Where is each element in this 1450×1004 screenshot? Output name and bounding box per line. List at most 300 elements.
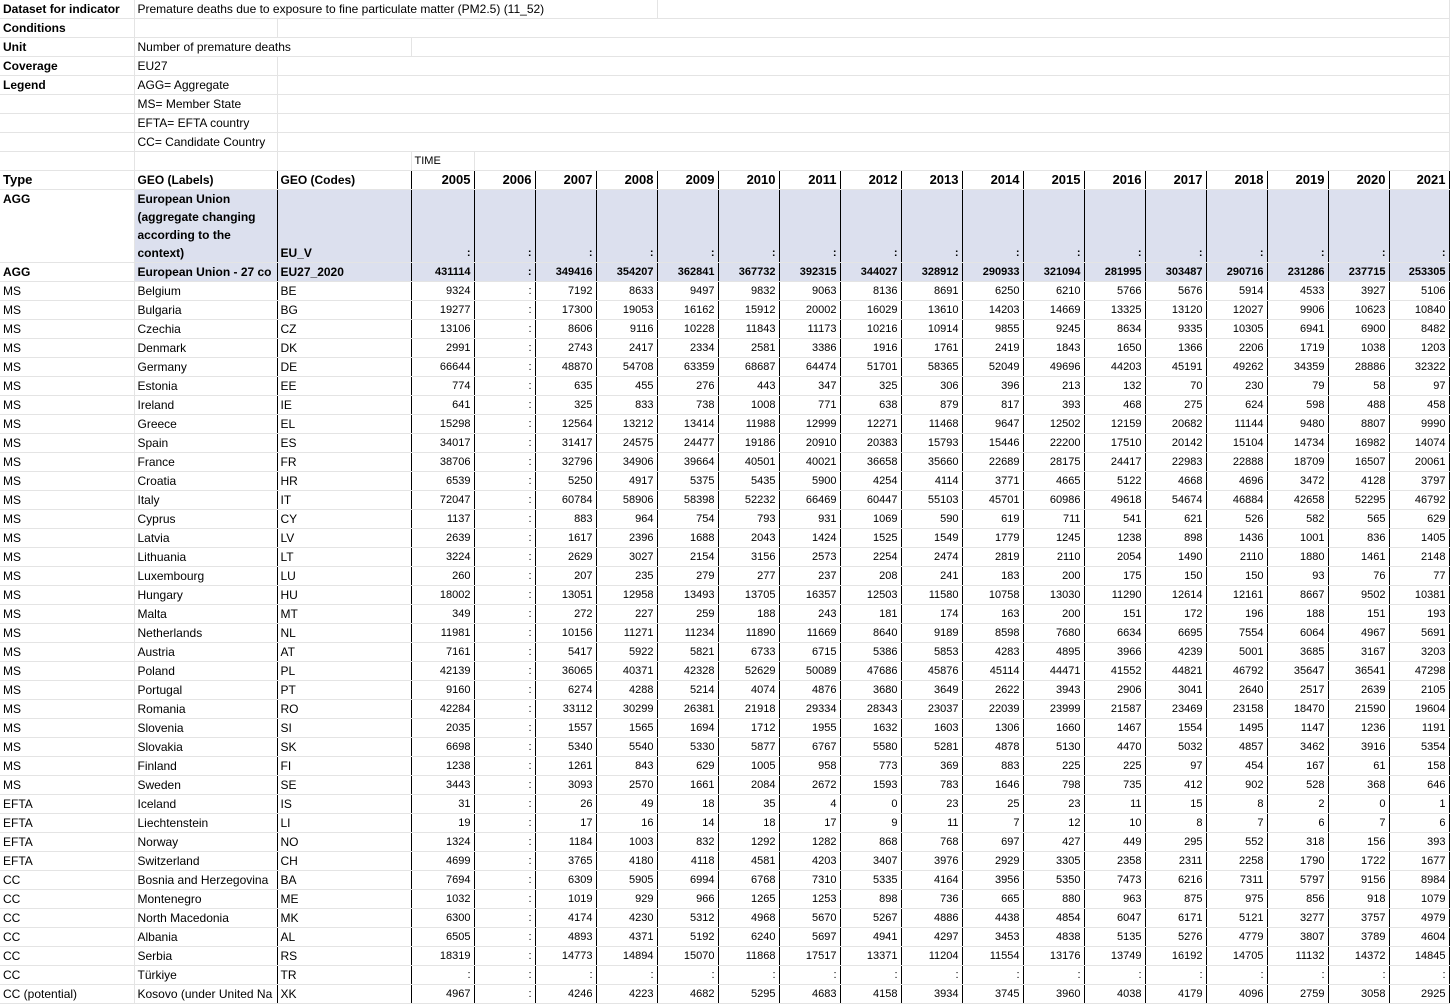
- value-cell[interactable]: 52049: [962, 358, 1023, 377]
- value-cell[interactable]: :: [474, 795, 535, 814]
- value-cell[interactable]: 10840: [1389, 301, 1449, 320]
- value-cell[interactable]: 4: [779, 795, 840, 814]
- value-cell[interactable]: 1137: [411, 510, 474, 529]
- value-cell[interactable]: 10623: [1328, 301, 1389, 320]
- value-cell[interactable]: 16982: [1328, 434, 1389, 453]
- geo-code-cell[interactable]: EE: [277, 377, 411, 396]
- geo-label-cell[interactable]: Bosnia and Herzegovina: [134, 871, 277, 890]
- value-cell[interactable]: 11204: [901, 947, 962, 966]
- value-cell[interactable]: 272: [535, 605, 596, 624]
- value-cell[interactable]: 4239: [1145, 643, 1206, 662]
- value-cell[interactable]: 6216: [1145, 871, 1206, 890]
- header-year-2008[interactable]: 2008: [596, 171, 657, 190]
- value-cell[interactable]: 711: [1023, 510, 1084, 529]
- value-cell[interactable]: 41552: [1084, 662, 1145, 681]
- value-cell[interactable]: 6047: [1084, 909, 1145, 928]
- value-cell[interactable]: 25: [962, 795, 1023, 814]
- geo-label-cell[interactable]: Latvia: [134, 529, 277, 548]
- value-cell[interactable]: 34017: [411, 434, 474, 453]
- value-cell[interactable]: 21918: [718, 700, 779, 719]
- value-cell[interactable]: 35: [718, 795, 779, 814]
- value-cell[interactable]: 2517: [1267, 681, 1328, 700]
- value-cell[interactable]: 6: [1389, 814, 1449, 833]
- value-cell[interactable]: 3685: [1267, 643, 1328, 662]
- value-cell[interactable]: :: [474, 909, 535, 928]
- geo-label-cell[interactable]: France: [134, 453, 277, 472]
- value-cell[interactable]: 49696: [1023, 358, 1084, 377]
- value-cell[interactable]: 15104: [1206, 434, 1267, 453]
- legend-item[interactable]: AGG= Aggregate: [134, 76, 277, 95]
- geo-code-cell[interactable]: LU: [277, 567, 411, 586]
- value-cell[interactable]: :: [474, 415, 535, 434]
- value-cell[interactable]: 200: [1023, 605, 1084, 624]
- value-cell[interactable]: 344027: [840, 263, 901, 282]
- geo-code-cell[interactable]: FR: [277, 453, 411, 472]
- value-cell[interactable]: 36065: [535, 662, 596, 681]
- value-cell[interactable]: 443: [718, 377, 779, 396]
- value-cell[interactable]: 260: [411, 567, 474, 586]
- value-cell[interactable]: 2929: [962, 852, 1023, 871]
- value-cell[interactable]: 11890: [718, 624, 779, 643]
- value-cell[interactable]: 8606: [535, 320, 596, 339]
- geo-label-cell[interactable]: Türkiye: [134, 966, 277, 985]
- value-cell[interactable]: 3305: [1023, 852, 1084, 871]
- value-cell[interactable]: :: [1267, 190, 1328, 263]
- value-cell[interactable]: 1069: [840, 510, 901, 529]
- header-year-2009[interactable]: 2009: [657, 171, 718, 190]
- value-cell[interactable]: 4128: [1328, 472, 1389, 491]
- value-cell[interactable]: :: [474, 928, 535, 947]
- geo-code-cell[interactable]: MT: [277, 605, 411, 624]
- geo-label-cell[interactable]: Romania: [134, 700, 277, 719]
- value-cell[interactable]: 7192: [535, 282, 596, 301]
- geo-code-cell[interactable]: EU_V: [277, 190, 411, 263]
- value-cell[interactable]: :: [596, 190, 657, 263]
- value-cell[interactable]: 3956: [962, 871, 1023, 890]
- coverage-value[interactable]: EU27: [134, 57, 277, 76]
- value-cell[interactable]: 1880: [1267, 548, 1328, 567]
- value-cell[interactable]: 275: [1145, 396, 1206, 415]
- value-cell[interactable]: 9906: [1267, 301, 1328, 320]
- value-cell[interactable]: 26381: [657, 700, 718, 719]
- value-cell[interactable]: 77: [1389, 567, 1449, 586]
- value-cell[interactable]: 6900: [1328, 320, 1389, 339]
- value-cell[interactable]: 237715: [1328, 263, 1389, 282]
- value-cell[interactable]: :: [474, 567, 535, 586]
- value-cell[interactable]: 44203: [1084, 358, 1145, 377]
- geo-label-cell[interactable]: European Union - 27 co: [134, 263, 277, 282]
- row-type[interactable]: MS: [0, 339, 134, 358]
- value-cell[interactable]: 34906: [596, 453, 657, 472]
- geo-code-cell[interactable]: MK: [277, 909, 411, 928]
- value-cell[interactable]: 4164: [901, 871, 962, 890]
- value-cell[interactable]: 10156: [535, 624, 596, 643]
- value-cell[interactable]: :: [474, 814, 535, 833]
- value-cell[interactable]: 225: [1084, 757, 1145, 776]
- value-cell[interactable]: 5417: [535, 643, 596, 662]
- row-type[interactable]: CC: [0, 871, 134, 890]
- geo-code-cell[interactable]: NL: [277, 624, 411, 643]
- value-cell[interactable]: 290933: [962, 263, 1023, 282]
- value-cell[interactable]: 23158: [1206, 700, 1267, 719]
- value-cell[interactable]: 156: [1328, 833, 1389, 852]
- value-cell[interactable]: 9160: [411, 681, 474, 700]
- row-type[interactable]: MS: [0, 776, 134, 795]
- value-cell[interactable]: 4254: [840, 472, 901, 491]
- header-year-2005[interactable]: 2005: [411, 171, 474, 190]
- value-cell[interactable]: :: [1084, 190, 1145, 263]
- row-type[interactable]: CC: [0, 947, 134, 966]
- value-cell[interactable]: 19604: [1389, 700, 1449, 719]
- value-cell[interactable]: 1593: [840, 776, 901, 795]
- value-cell[interactable]: 6250: [962, 282, 1023, 301]
- value-cell[interactable]: 325: [535, 396, 596, 415]
- value-cell[interactable]: :: [474, 700, 535, 719]
- value-cell[interactable]: :: [1206, 190, 1267, 263]
- value-cell[interactable]: 8633: [596, 282, 657, 301]
- value-cell[interactable]: :: [474, 605, 535, 624]
- value-cell[interactable]: 2254: [840, 548, 901, 567]
- value-cell[interactable]: :: [1023, 190, 1084, 263]
- value-cell[interactable]: 1019: [535, 890, 596, 909]
- value-cell[interactable]: 3407: [840, 852, 901, 871]
- value-cell[interactable]: 9855: [962, 320, 1023, 339]
- value-cell[interactable]: :: [474, 529, 535, 548]
- value-cell[interactable]: 347: [779, 377, 840, 396]
- value-cell[interactable]: :: [474, 453, 535, 472]
- value-cell[interactable]: 4838: [1023, 928, 1084, 947]
- value-cell[interactable]: :: [474, 947, 535, 966]
- value-cell[interactable]: :: [474, 966, 535, 985]
- value-cell[interactable]: 5375: [657, 472, 718, 491]
- value-cell[interactable]: 3976: [901, 852, 962, 871]
- value-cell[interactable]: 17300: [535, 301, 596, 320]
- value-cell[interactable]: 590: [901, 510, 962, 529]
- value-cell[interactable]: 4857: [1206, 738, 1267, 757]
- row-type[interactable]: MS: [0, 700, 134, 719]
- value-cell[interactable]: 207: [535, 567, 596, 586]
- value-cell[interactable]: 208: [840, 567, 901, 586]
- row-type[interactable]: CC: [0, 909, 134, 928]
- value-cell[interactable]: 6698: [411, 738, 474, 757]
- value-cell[interactable]: 79: [1267, 377, 1328, 396]
- geo-code-cell[interactable]: SI: [277, 719, 411, 738]
- value-cell[interactable]: 11988: [718, 415, 779, 434]
- value-cell[interactable]: 736: [901, 890, 962, 909]
- value-cell[interactable]: 2105: [1389, 681, 1449, 700]
- value-cell[interactable]: 3649: [901, 681, 962, 700]
- value-cell[interactable]: :: [474, 548, 535, 567]
- value-cell[interactable]: 2622: [962, 681, 1023, 700]
- value-cell[interactable]: :: [474, 320, 535, 339]
- value-cell[interactable]: 1694: [657, 719, 718, 738]
- value-cell[interactable]: :: [474, 339, 535, 358]
- value-cell[interactable]: 8136: [840, 282, 901, 301]
- value-cell[interactable]: 4854: [1023, 909, 1084, 928]
- value-cell[interactable]: 879: [901, 396, 962, 415]
- value-cell[interactable]: 3462: [1267, 738, 1328, 757]
- value-cell[interactable]: 3960: [1023, 985, 1084, 1004]
- value-cell[interactable]: 1282: [779, 833, 840, 852]
- value-cell[interactable]: :: [474, 871, 535, 890]
- value-cell[interactable]: 40501: [718, 453, 779, 472]
- value-cell[interactable]: 16507: [1328, 453, 1389, 472]
- value-cell[interactable]: :: [1328, 190, 1389, 263]
- value-cell[interactable]: 28886: [1328, 358, 1389, 377]
- value-cell[interactable]: 163: [962, 605, 1023, 624]
- value-cell[interactable]: 1790: [1267, 852, 1328, 871]
- value-cell[interactable]: 5312: [657, 909, 718, 928]
- value-cell[interactable]: 11468: [901, 415, 962, 434]
- value-cell[interactable]: 10228: [657, 320, 718, 339]
- value-cell[interactable]: 18709: [1267, 453, 1328, 472]
- value-cell[interactable]: 1184: [535, 833, 596, 852]
- value-cell[interactable]: 11: [1084, 795, 1145, 814]
- value-cell[interactable]: 12502: [1023, 415, 1084, 434]
- value-cell[interactable]: 1032: [411, 890, 474, 909]
- value-cell[interactable]: 3058: [1328, 985, 1389, 1004]
- value-cell[interactable]: 1490: [1145, 548, 1206, 567]
- value-cell[interactable]: 18: [657, 795, 718, 814]
- value-cell[interactable]: 697: [962, 833, 1023, 852]
- value-cell[interactable]: 1292: [718, 833, 779, 852]
- value-cell[interactable]: 19186: [718, 434, 779, 453]
- geo-code-cell[interactable]: FI: [277, 757, 411, 776]
- value-cell[interactable]: 60986: [1023, 491, 1084, 510]
- value-cell[interactable]: :: [474, 643, 535, 662]
- value-cell[interactable]: 468: [1084, 396, 1145, 415]
- value-cell[interactable]: 393: [1023, 396, 1084, 415]
- value-cell[interactable]: 1005: [718, 757, 779, 776]
- value-cell[interactable]: 38706: [411, 453, 474, 472]
- value-cell[interactable]: 150: [1145, 567, 1206, 586]
- value-cell[interactable]: 20002: [779, 301, 840, 320]
- value-cell[interactable]: 21587: [1084, 700, 1145, 719]
- value-cell[interactable]: 2743: [535, 339, 596, 358]
- value-cell[interactable]: 368: [1328, 776, 1389, 795]
- value-cell[interactable]: 3916: [1328, 738, 1389, 757]
- value-cell[interactable]: 966: [657, 890, 718, 909]
- geo-code-cell[interactable]: NO: [277, 833, 411, 852]
- geo-label-cell[interactable]: Poland: [134, 662, 277, 681]
- header-year-2016[interactable]: 2016: [1084, 171, 1145, 190]
- value-cell[interactable]: 3041: [1145, 681, 1206, 700]
- value-cell[interactable]: 774: [411, 377, 474, 396]
- value-cell[interactable]: 3927: [1328, 282, 1389, 301]
- value-cell[interactable]: 4581: [718, 852, 779, 871]
- value-cell[interactable]: 4074: [718, 681, 779, 700]
- geo-code-cell[interactable]: EU27_2020: [277, 263, 411, 282]
- unit-label[interactable]: Unit: [0, 38, 134, 57]
- value-cell[interactable]: 963: [1084, 890, 1145, 909]
- value-cell[interactable]: 6309: [535, 871, 596, 890]
- value-cell[interactable]: 552: [1206, 833, 1267, 852]
- geo-label-cell[interactable]: Cyprus: [134, 510, 277, 529]
- value-cell[interactable]: 40021: [779, 453, 840, 472]
- value-cell[interactable]: 4438: [962, 909, 1023, 928]
- header-year-2014[interactable]: 2014: [962, 171, 1023, 190]
- value-cell[interactable]: 1001: [1267, 529, 1328, 548]
- value-cell[interactable]: 4230: [596, 909, 657, 928]
- value-cell[interactable]: 13371: [840, 947, 901, 966]
- value-cell[interactable]: 3797: [1389, 472, 1449, 491]
- row-type[interactable]: MS: [0, 738, 134, 757]
- value-cell[interactable]: :: [1206, 966, 1267, 985]
- value-cell[interactable]: 49618: [1084, 491, 1145, 510]
- value-cell[interactable]: 836: [1328, 529, 1389, 548]
- value-cell[interactable]: 200: [1023, 567, 1084, 586]
- geo-code-cell[interactable]: PL: [277, 662, 411, 681]
- value-cell[interactable]: 629: [1389, 510, 1449, 529]
- value-cell[interactable]: 5670: [779, 909, 840, 928]
- value-cell[interactable]: 2672: [779, 776, 840, 795]
- value-cell[interactable]: :: [474, 396, 535, 415]
- value-cell[interactable]: 3386: [779, 339, 840, 358]
- value-cell[interactable]: 13705: [718, 586, 779, 605]
- value-cell[interactable]: 3472: [1267, 472, 1328, 491]
- value-cell[interactable]: 1660: [1023, 719, 1084, 738]
- value-cell[interactable]: :: [474, 833, 535, 852]
- value-cell[interactable]: 11554: [962, 947, 1023, 966]
- row-type[interactable]: MS: [0, 586, 134, 605]
- value-cell[interactable]: 15070: [657, 947, 718, 966]
- value-cell[interactable]: 32322: [1389, 358, 1449, 377]
- value-cell[interactable]: 4917: [596, 472, 657, 491]
- value-cell[interactable]: 23999: [1023, 700, 1084, 719]
- row-type[interactable]: MS: [0, 719, 134, 738]
- value-cell[interactable]: 4297: [901, 928, 962, 947]
- value-cell[interactable]: 0: [840, 795, 901, 814]
- geo-label-cell[interactable]: Belgium: [134, 282, 277, 301]
- value-cell[interactable]: 6505: [411, 928, 474, 947]
- value-cell[interactable]: 42284: [411, 700, 474, 719]
- value-cell[interactable]: 5350: [1023, 871, 1084, 890]
- value-cell[interactable]: 15: [1145, 795, 1206, 814]
- value-cell[interactable]: 8640: [840, 624, 901, 643]
- geo-label-cell[interactable]: Malta: [134, 605, 277, 624]
- value-cell[interactable]: 4158: [840, 985, 901, 1004]
- value-cell[interactable]: 635: [535, 377, 596, 396]
- value-cell[interactable]: 929: [596, 890, 657, 909]
- value-cell[interactable]: 598: [1267, 396, 1328, 415]
- value-cell[interactable]: 24575: [596, 434, 657, 453]
- geo-label-cell[interactable]: Netherlands: [134, 624, 277, 643]
- value-cell[interactable]: 11234: [657, 624, 718, 643]
- value-cell[interactable]: 1245: [1023, 529, 1084, 548]
- value-cell[interactable]: 7: [962, 814, 1023, 833]
- row-type[interactable]: MS: [0, 643, 134, 662]
- value-cell[interactable]: 24417: [1084, 453, 1145, 472]
- value-cell[interactable]: 4893: [535, 928, 596, 947]
- value-cell[interactable]: 449: [1084, 833, 1145, 852]
- value-cell[interactable]: 22983: [1145, 453, 1206, 472]
- value-cell[interactable]: :: [474, 890, 535, 909]
- value-cell[interactable]: 1650: [1084, 339, 1145, 358]
- value-cell[interactable]: 18319: [411, 947, 474, 966]
- value-cell[interactable]: 5922: [596, 643, 657, 662]
- value-cell[interactable]: :: [411, 966, 474, 985]
- value-cell[interactable]: 1238: [1084, 529, 1145, 548]
- value-cell[interactable]: 13106: [411, 320, 474, 339]
- value-cell[interactable]: 253305: [1389, 263, 1449, 282]
- value-cell[interactable]: 306: [901, 377, 962, 396]
- value-cell[interactable]: 10914: [901, 320, 962, 339]
- value-cell[interactable]: 5001: [1206, 643, 1267, 662]
- row-type[interactable]: AGG: [0, 263, 134, 282]
- value-cell[interactable]: 45191: [1145, 358, 1206, 377]
- value-cell[interactable]: 856: [1267, 890, 1328, 909]
- value-cell[interactable]: 4118: [657, 852, 718, 871]
- value-cell[interactable]: 754: [657, 510, 718, 529]
- value-cell[interactable]: 31: [411, 795, 474, 814]
- value-cell[interactable]: :: [474, 301, 535, 320]
- value-cell[interactable]: 2819: [962, 548, 1023, 567]
- value-cell[interactable]: 1646: [962, 776, 1023, 795]
- geo-code-cell[interactable]: LI: [277, 814, 411, 833]
- value-cell[interactable]: 5130: [1023, 738, 1084, 757]
- value-cell[interactable]: 2206: [1206, 339, 1267, 358]
- value-cell[interactable]: 175: [1084, 567, 1145, 586]
- unit-value[interactable]: Number of premature deaths: [134, 38, 411, 57]
- value-cell[interactable]: 28175: [1023, 453, 1084, 472]
- value-cell[interactable]: 64474: [779, 358, 840, 377]
- value-cell[interactable]: 2570: [596, 776, 657, 795]
- geo-code-cell[interactable]: HR: [277, 472, 411, 491]
- value-cell[interactable]: 6941: [1267, 320, 1328, 339]
- value-cell[interactable]: 2084: [718, 776, 779, 795]
- value-cell[interactable]: 392315: [779, 263, 840, 282]
- value-cell[interactable]: 3966: [1084, 643, 1145, 662]
- value-cell[interactable]: 19: [411, 814, 474, 833]
- value-cell[interactable]: 20910: [779, 434, 840, 453]
- value-cell[interactable]: 12614: [1145, 586, 1206, 605]
- value-cell[interactable]: 1843: [1023, 339, 1084, 358]
- value-cell[interactable]: 3443: [411, 776, 474, 795]
- value-cell[interactable]: 1461: [1328, 548, 1389, 567]
- value-cell[interactable]: 230: [1206, 377, 1267, 396]
- value-cell[interactable]: 5330: [657, 738, 718, 757]
- geo-label-cell[interactable]: Switzerland: [134, 852, 277, 871]
- header-year-2019[interactable]: 2019: [1267, 171, 1328, 190]
- value-cell[interactable]: 52295: [1328, 491, 1389, 510]
- geo-code-cell[interactable]: SK: [277, 738, 411, 757]
- row-type[interactable]: MS: [0, 453, 134, 472]
- value-cell[interactable]: 4096: [1206, 985, 1267, 1004]
- value-cell[interactable]: 196: [1206, 605, 1267, 624]
- value-cell[interactable]: 45701: [962, 491, 1023, 510]
- value-cell[interactable]: 1306: [962, 719, 1023, 738]
- value-cell[interactable]: 11669: [779, 624, 840, 643]
- header-year-2013[interactable]: 2013: [901, 171, 962, 190]
- value-cell[interactable]: 1632: [840, 719, 901, 738]
- value-cell[interactable]: 2258: [1206, 852, 1267, 871]
- value-cell[interactable]: 1147: [1267, 719, 1328, 738]
- value-cell[interactable]: 281995: [1084, 263, 1145, 282]
- value-cell[interactable]: 898: [840, 890, 901, 909]
- value-cell[interactable]: 259: [657, 605, 718, 624]
- value-cell[interactable]: 427: [1023, 833, 1084, 852]
- legend-label[interactable]: Legend: [0, 76, 134, 95]
- value-cell[interactable]: 458: [1389, 396, 1449, 415]
- value-cell[interactable]: 9990: [1389, 415, 1449, 434]
- value-cell[interactable]: 783: [901, 776, 962, 795]
- value-cell[interactable]: 3224: [411, 548, 474, 567]
- value-cell[interactable]: 4604: [1389, 928, 1449, 947]
- value-cell[interactable]: 20142: [1145, 434, 1206, 453]
- value-cell[interactable]: 1688: [657, 529, 718, 548]
- value-cell[interactable]: 7310: [779, 871, 840, 890]
- value-cell[interactable]: 55103: [901, 491, 962, 510]
